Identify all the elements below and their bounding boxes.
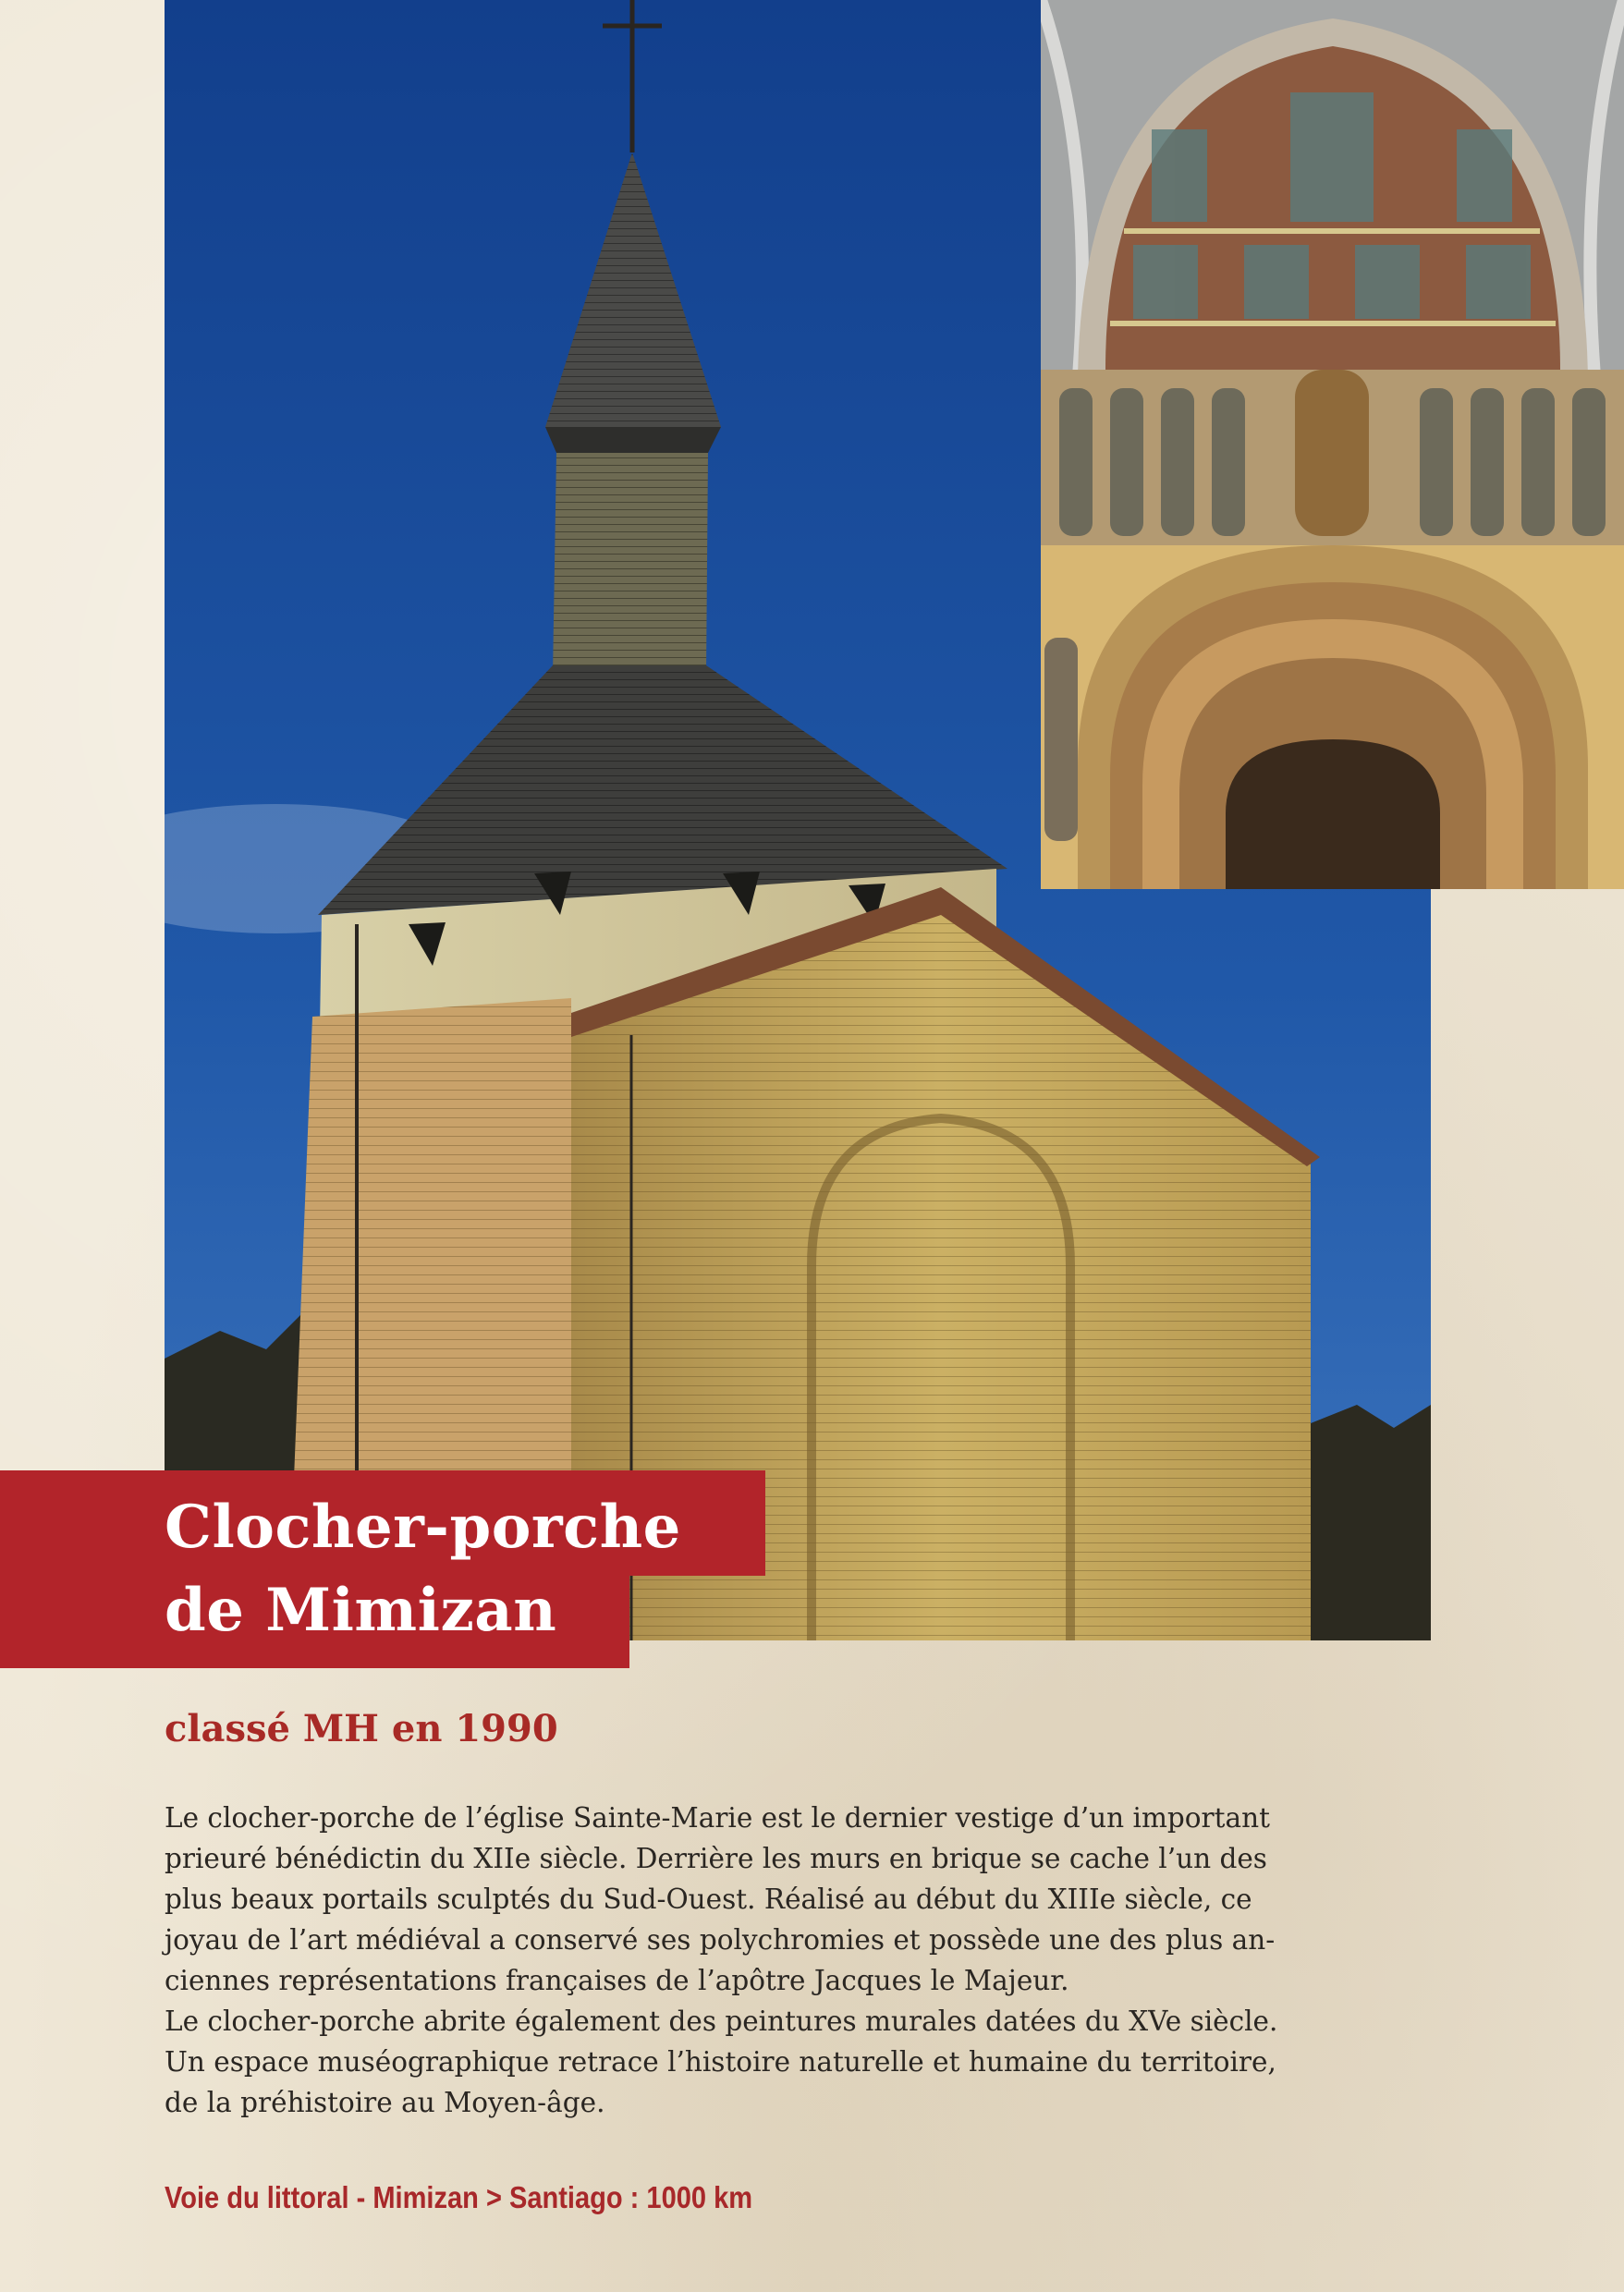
title-line-1: Clocher-porche (165, 1493, 681, 1562)
sculpted-portal-photo (1041, 0, 1624, 889)
description-line: prieuré bénédictin du XIIe siècle. Derrière les murs en brique se cache l’un des (165, 1843, 1267, 1874)
title-line-2: de Mimizan (165, 1576, 557, 1645)
description-line: Un espace muséographique retrace l’histoire naturelle et humaine du territoire, (165, 2046, 1276, 2078)
classification-subtitle: classé MH en 1990 (165, 1707, 558, 1750)
description-line: plus beaux portails sculptés du Sud-Ouest. Réalisé au début du XIIIe siècle, ce (165, 1884, 1252, 1915)
page-title (165, 1486, 681, 1652)
route-info: Voie du littoral - Mimizan > Santiago : 1000 km (165, 2180, 753, 2214)
description-line: de la préhistoire au Moyen-âge. (165, 2087, 605, 2118)
description-line: joyau de l’art médiéval a conservé ses polychromies et possède une des plus an- (165, 1924, 1276, 1956)
portal-illustration (1041, 0, 1624, 889)
description-line: ciennes représentations françaises de l’apôtre Jacques le Majeur. (165, 1965, 1069, 1996)
description-line: Le clocher-porche abrite également des peintures murales datées du XVe siècle. (165, 2006, 1278, 2037)
description-text (165, 1798, 1403, 2123)
description-line: Le clocher-porche de l’église Sainte-Marie est le dernier vestige d’un important (165, 1802, 1270, 1834)
